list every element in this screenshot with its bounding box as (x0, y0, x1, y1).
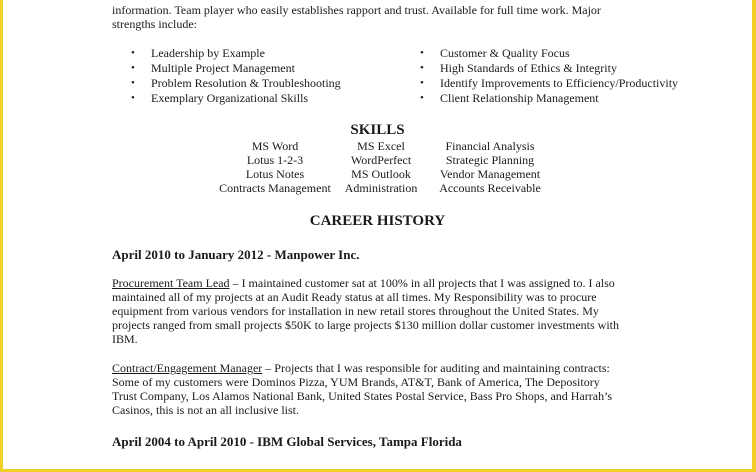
role-text-line: Some of my customers were Dominos Pizza, YUM Brands, AT&T, Bank of America, The Depository (112, 375, 600, 389)
bullet: • (420, 77, 424, 89)
skill-item: Vendor Management (439, 167, 541, 181)
skill-item: Strategic Planning (445, 153, 535, 167)
role-label: Procurement Team Lead (112, 276, 230, 290)
role-paragraph (112, 361, 610, 375)
skill-item: Lotus Notes (245, 167, 305, 181)
bullet: • (131, 47, 135, 59)
bullet: • (131, 62, 135, 74)
skill-item: Administration (344, 181, 418, 195)
strength-item: Problem Resolution & Troubleshooting (151, 76, 341, 90)
career-heading: CAREER HISTORY (309, 213, 446, 229)
job-title-2: April 2004 to April 2010 - IBM Global Services, Tampa Florida (112, 434, 462, 449)
role-text-line: – Projects that I was responsible for auditing and maintaining contracts: (262, 361, 610, 375)
role-text-line: maintained all of my projects at an Audit Ready status at all times. My Responsibility was to procure (112, 290, 597, 304)
skill-item: MS Outlook (351, 167, 411, 181)
strength-item: High Standards of Ethics & Integrity (440, 61, 617, 75)
intro-line-1: information. Team player who easily establishes rapport and trust. Available for full time work. Major (112, 3, 601, 17)
bullet: • (420, 92, 424, 104)
skill-item: Lotus 1-2-3 (246, 153, 304, 167)
skill-item: MS Word (251, 139, 299, 153)
strength-item: Multiple Project Management (151, 61, 295, 75)
bullet: • (131, 92, 135, 104)
job-title-1: April 2010 to January 2012 - Manpower Inc. (112, 247, 360, 262)
role-text-line: projects ranged from small projects $50K to large projects $130 million dollar customer investments with (112, 318, 620, 332)
role-text-line: Trust Company, Los Alamos National Bank, United States Postal Service, Bass Pro Shops, and Harrah’s (112, 389, 613, 403)
bullet: • (420, 62, 424, 74)
role-label: Contract/Engagement Manager (112, 361, 263, 375)
bullet: • (131, 77, 135, 89)
skill-item: Financial Analysis (445, 139, 535, 153)
skill-item: WordPerfect (350, 153, 412, 167)
skills-heading: SKILLS (350, 122, 405, 138)
skill-item: Accounts Receivable (439, 181, 541, 195)
strength-item: Leadership by Example (151, 46, 265, 60)
skill-item: Contracts Management (219, 181, 331, 195)
strength-item: Exemplary Organizational Skills (151, 91, 309, 105)
strength-item: Customer & Quality Focus (440, 46, 570, 60)
strength-item: Client Relationship Management (440, 91, 599, 105)
bullet: • (420, 47, 424, 59)
resume-page (3, 0, 752, 469)
role-text-line: Casinos, this is not an all inclusive list. (112, 403, 299, 417)
strength-item: Identify Improvements to Efficiency/Productivity (440, 76, 679, 90)
role-text-line: – I maintained customer sat at 100% in all projects that I was assigned to. I also (229, 276, 615, 290)
intro-line-2: strengths include: (112, 17, 197, 31)
role-text-line: IBM. (112, 332, 138, 346)
skill-item: MS Excel (357, 139, 405, 153)
role-text-line: equipment from various vendors for installation in new retail stores throughout the United States. My (112, 304, 599, 318)
role-paragraph (112, 276, 615, 290)
